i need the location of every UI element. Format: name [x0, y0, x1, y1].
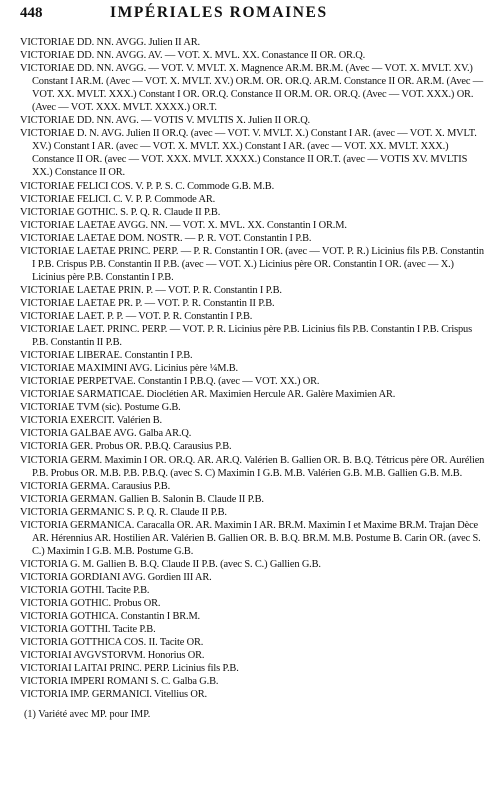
footnote: (1) Variété avec MP. pour IMP. [24, 709, 151, 721]
legend-entry: VICTORIAI AVGVSTORVM. Honorius OR. [20, 650, 205, 662]
legend-entry: VICTORIAE DD. NN. AVGG. — VOT. V. MVLT. X. Magnence AR.M. BR.M. (Avec — VOT. X. MVLT. XV.) Constant I AR.M. (Avec — VOT. X. MVLT. XV.) OR.M. OR. OR.Q. AR.M. Constance II OR. AR.M. (Avec — VOT. XX. MVLT. XXX.) Constant I OR. OR.Q. Constance II OR.M. OR. OR.Q. (Avec — VOT. XXX.) OR. (Avec — VOT. XXX. MVLT. XXXX.) OR.T. [20, 63, 484, 114]
legend-entry: VICTORIA GOTHI. Tacite P.B. [20, 584, 150, 596]
legend-entry: VICTORIA GER. Probus OR. P.B.Q. Carausius P.B. [20, 441, 232, 453]
legend-entry: VICTORIA IMPERI ROMANI S. C. Galba G.B. [20, 676, 219, 688]
legend-entry: VICTORIAE LAETAE DOM. NOSTR. — P. R. VOT. Constantin I P.B. [20, 232, 312, 244]
legend-entry: VICTORIAE LAETAE PR. P. — VOT. P. R. Constantin II P.B. [20, 297, 275, 309]
legend-entry: VICTORIAE D. N. AVG. Julien II OR.Q. (avec — VOT. V. MVLT. X.) Constant I AR. (avec — VOT. X. MVLT. XV.) Constant I AR. (avec — VOT. X. MVLT. XX.) Constant I AR. (avec — VOT. XX. MVLT. XXX.) Constance II OR. (avec — VOT. XXX. MVLT. XXXX.) Constance II OR.T. (avec — VOTIS XV. MVLTIS XX.) Constance II OR. [20, 128, 477, 179]
legend-entry: VICTORIAE DD. NN. AVG. — VOTIS V. MVLTIS X. Julien II OR.Q. [20, 115, 310, 127]
legend-entry: VICTORIAI LAITAI PRINC. PERP. Licinius fils P.B. [20, 663, 239, 675]
legend-entry: VICTORIA GERMANICA. Caracalla OR. AR. Maximin I AR. BR.M. Maximin I et Maxime BR.M. Trajan Dèce AR. Hérennius AR. Hostilien AR. Valérien B. Gallien OR. B. B.Q. BR.M. M.B. Postume B. Carin OR. (avec S. C.) Maximin I G.B. M.B. Postume G.B. [20, 519, 481, 557]
legend-entry: VICTORIA IMP. GERMANICI. Vitellius OR. [20, 689, 207, 701]
legend-entry: VICTORIA GOTHICA. Constantin I BR.M. [20, 611, 201, 623]
legend-entry: VICTORIA GORDIANI AVG. Gordien III AR. [20, 571, 212, 583]
legend-entry: VICTORIA GOTHIC. Probus OR. [20, 598, 161, 610]
legend-entry: VICTORIA GERMANIC S. P. Q. R. Claude II P.B. [20, 506, 227, 518]
legend-entry: VICTORIA GALBAE AVG. Galba AR.Q. [20, 428, 192, 440]
legend-entry: VICTORIA GERMA. Carausius P.B. [20, 480, 171, 492]
legend-entry: VICTORIAE PERPETVAE. Constantin I P.B.Q. (avec — VOT. XX.) OR. [20, 376, 320, 388]
legend-entry: VICTORIA GOTTHICA COS. II. Tacite OR. [20, 637, 204, 649]
legend-entry: VICTORIAE FELICI. C. V. P. P. Commode AR. [20, 193, 216, 205]
legend-entry: VICTORIAE MAXIMINI AVG. Licinius père ¼M.B. [20, 363, 238, 375]
legend-entry: VICTORIAE LAETAE AVGG. NN. — VOT. X. MVL. XX. Constantin I OR.M. [20, 219, 347, 231]
page-header [20, 4, 485, 28]
legend-entry: VICTORIAE LAET. P. P. — VOT. P. R. Constantin I P.B. [20, 310, 253, 322]
legend-entry: VICTORIA EXERCIT. Valérien B. [20, 415, 162, 427]
page-number: 448 [20, 5, 43, 21]
legend-entry: VICTORIAE TVM (sic). Postume G.B. [20, 402, 181, 414]
running-title: IMPÉRIALES ROMAINES [110, 4, 328, 21]
legend-entry: VICTORIAE FELICI COS. V. P. P. S. C. Commode G.B. M.B. [20, 180, 275, 192]
legend-entry: VICTORIAE LAET. PRINC. PERP. — VOT. P. R. Licinius père P.B. Licinius fils P.B. Constantin I P.B. Crispus P.B. Constantin II P.B. [20, 324, 472, 349]
legend-entry: VICTORIAE LIBERAE. Constantin I P.B. [20, 350, 193, 362]
legend-entry: VICTORIAE DD. NN. AVGG. Julien II AR. [20, 37, 200, 48]
legend-entry: VICTORIAE LAETAE PRIN. P. — VOT. P. R. Constantin I P.B. [20, 284, 282, 296]
legend-entry: VICTORIA G. M. Gallien B. B.Q. Claude II P.B. (avec S. C.) Gallien G.B. [20, 558, 321, 570]
legend-entry: VICTORIA GERM. Maximin I OR. OR.Q. AR. AR.Q. Valérien B. Gallien OR. B. B.Q. Tétricus père OR. Aurélien P.B. Probus OR. M.B. P.B. P.B.Q. (avec S. C) Maximin I G.B. M.B. Valérien G.B. M.B. Gallien G.B. M.B. [20, 454, 485, 479]
legend-entry: VICTORIAE GOTHIC. S. P. Q. R. Claude II P.B. [20, 206, 221, 218]
legend-list [20, 36, 485, 701]
legend-entry: VICTORIA GERMAN. Gallien B. Salonin B. Claude II P.B. [20, 493, 264, 505]
legend-entry: VICTORIAE LAETAE PRINC. PERP. — P. R. Constantin I OR. (avec — VOT. P. R.) Licinius fils P.B. Constantin I P.B. Crispus P.B. Constantin II P.B. (avec — VOT. X.) Licinius père OR. Constantin I OR. (avec — X.) Licinius père P.B. Constantin I P.B. [20, 245, 484, 283]
legend-entry: VICTORIAE DD. NN. AVGG. AV. — VOT. X. MVL. XX. Conastance II OR. OR.Q. [20, 50, 366, 62]
legend-entry: VICTORIA GOTTHI. Tacite P.B. [20, 624, 156, 636]
legend-entry: VICTORIAE SARMATICAE. Dioclétien AR. Maximien Hercule AR. Galère Maximien AR. [20, 389, 396, 401]
